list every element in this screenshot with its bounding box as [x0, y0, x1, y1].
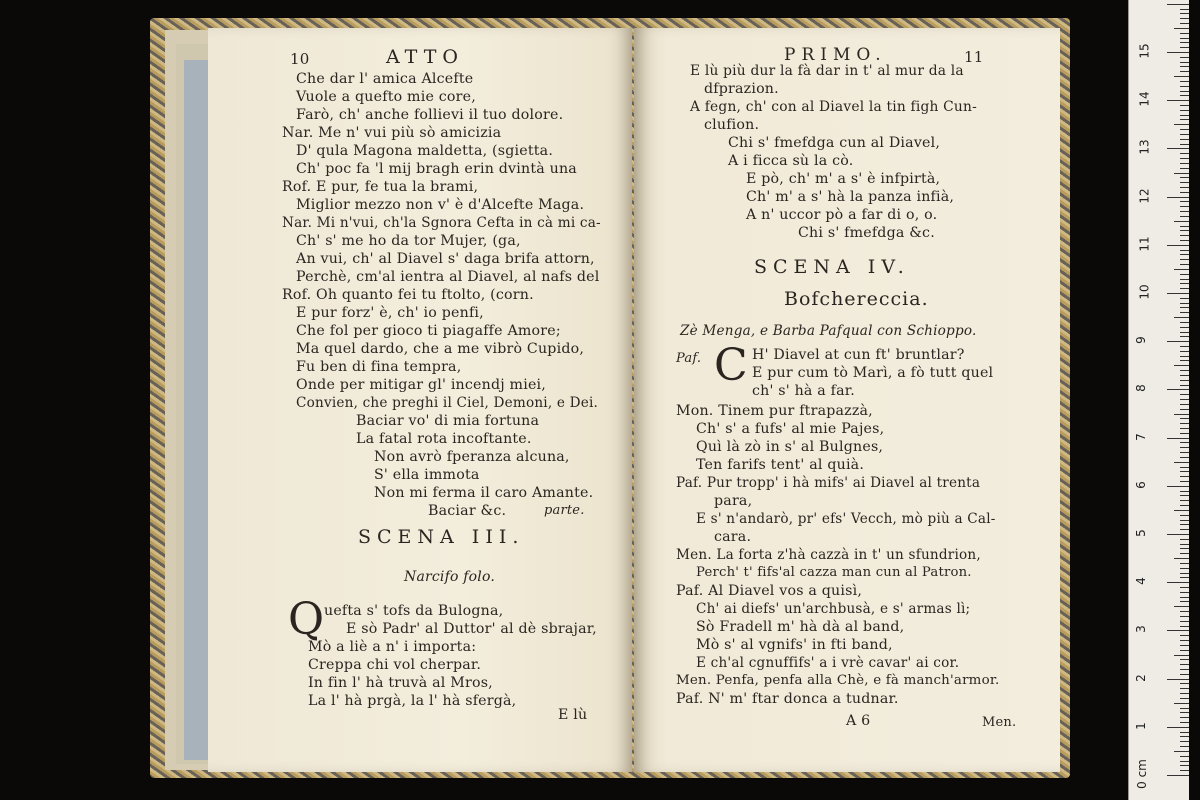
text-line: Ch' s' me ho da tor Mujer, (ga, [296, 233, 521, 249]
drop-cap: C [714, 340, 748, 391]
scene-characters: Narcifo folo. [404, 569, 495, 585]
ruler-label: 10 [1137, 284, 1152, 300]
dialogue-line: E pur cum tò Marì, a fò tutt quel [752, 365, 994, 381]
ruler-tick [1180, 765, 1189, 766]
ruler-tick [1180, 283, 1189, 284]
text-line: Ch' m' a s' hà la panza infià, [746, 189, 955, 205]
ruler-tick [1180, 717, 1189, 718]
ruler-tick [1180, 626, 1189, 627]
ruler-label: 4 [1133, 577, 1148, 586]
ruler-tick [1180, 442, 1189, 443]
text-line: Non mi ferma il caro Amante. [374, 485, 594, 501]
dialogue-line: Ch' ai diefs' un'archbusà, e s' armas lì; [696, 601, 971, 617]
ruler-tick [1180, 577, 1189, 578]
ruler-tick [1180, 616, 1189, 617]
ruler-tick [1180, 81, 1189, 82]
ruler-label: 11 [1137, 236, 1152, 252]
text-line: Perchè, cm'al ientra al Diavel, al nafs del [296, 269, 600, 285]
ruler-tick [1180, 47, 1189, 48]
ruler-tick [1180, 428, 1189, 429]
ruler-tick [1180, 110, 1189, 111]
running-head: ATTO [386, 46, 464, 68]
ruler-label: 5 [1133, 529, 1148, 537]
verse-line: Mò a liè a n' i importa: [308, 639, 477, 655]
ruler-tick [1180, 640, 1189, 641]
ruler-label: 6 [1133, 480, 1148, 489]
ruler-tick [1180, 500, 1189, 501]
ruler-tick [1180, 409, 1189, 410]
ruler-tick [1180, 568, 1189, 569]
ruler-tick [1180, 698, 1189, 699]
ruler-tick [1180, 23, 1189, 24]
dialogue-line: Paf. Al Diavel vos a quisì, [676, 583, 863, 599]
dialogue-line: Perch' t' fifs'al cazza man cun al Patron. [696, 565, 972, 580]
ruler-tick [1180, 761, 1189, 762]
ruler-tick [1167, 4, 1189, 5]
ruler-tick [1174, 606, 1189, 607]
ruler-tick [1180, 404, 1189, 405]
ruler-tick [1180, 33, 1189, 34]
text-line: Baciar vo' di mia fortuna [356, 413, 540, 429]
ruler-tick [1180, 457, 1189, 458]
ruler-tick [1180, 476, 1189, 477]
ruler-label: 8 [1133, 384, 1148, 393]
ruler-tick [1180, 722, 1189, 723]
ruler-tick [1180, 481, 1189, 482]
ruler-tick [1174, 365, 1189, 366]
ruler-tick [1180, 134, 1189, 135]
ruler-tick [1180, 192, 1189, 193]
dialogue-line: Quì là zò in s' al Bulgnes, [696, 439, 884, 455]
ruler-label: 2 [1133, 673, 1148, 682]
ruler-tick [1180, 346, 1189, 347]
text-line: An vui, ch' al Diavel s' daga brifa attorn, [296, 251, 595, 267]
dialogue-line: Mò s' al vgnifs' in fti band, [696, 637, 893, 653]
ruler-tick [1174, 76, 1189, 77]
ruler-tick [1180, 708, 1189, 709]
text-line: Farò, ch' anche follievi il tuo dolore. [296, 107, 564, 123]
ruler-tick [1174, 173, 1189, 174]
ruler-tick [1180, 553, 1189, 554]
ruler-tick [1180, 351, 1189, 352]
dialogue-line: ch' s' hà a far. [752, 383, 855, 399]
ruler-tick [1180, 105, 1189, 106]
ruler-tick [1180, 524, 1189, 525]
text-line: E lù più dur la fà dar in t' al mur da la [690, 63, 964, 79]
ruler-tick [1174, 269, 1189, 270]
ruler-tick [1180, 139, 1189, 140]
text-line: S' ella immota [374, 467, 480, 483]
dialogue-line: E s' n'andarò, pr' efs' Vecch, mò più a Cal- [696, 511, 996, 527]
ruler-tick [1180, 240, 1189, 241]
dialogue-line: para, [714, 493, 753, 509]
ruler-tick [1180, 254, 1189, 255]
dialogue-line: Ch' s' a fufs' al mie Pajes, [696, 421, 885, 437]
ruler-tick [1180, 539, 1189, 540]
page-number: 11 [964, 48, 984, 66]
ruler-tick [1167, 775, 1189, 776]
text-line: La fatal rota incoftante. [356, 431, 532, 447]
ruler-tick [1180, 770, 1189, 771]
dialogue-line: Men. La forta z'hà cazzà in t' un sfundrion, [676, 547, 981, 563]
ruler-tick [1180, 635, 1189, 636]
stage-direction: parte. [544, 503, 585, 518]
text-line: Baciar &c. [428, 503, 507, 519]
ruler-tick [1174, 462, 1189, 463]
ruler-tick [1180, 42, 1189, 43]
dialogue-line: Mon. Tinem pur ftrapazzà, [676, 403, 873, 419]
dialogue-line: E ch'al cgnuffifs' a i vrè cavar' ai cor. [696, 655, 960, 671]
ruler-tick [1167, 727, 1189, 728]
ruler-tick [1167, 52, 1189, 53]
ruler-tick [1180, 259, 1189, 260]
ruler-tick [1180, 144, 1189, 145]
ruler-tick [1180, 515, 1189, 516]
signature-mark: A 6 [846, 713, 871, 729]
running-head: PRIMO. [784, 45, 887, 65]
text-line: Che fol per gioco ti piagaffe Amore; [296, 323, 561, 339]
ruler-tick [1180, 544, 1189, 545]
ruler-tick [1180, 187, 1189, 188]
text-line: Fu ben di fina tempra, [296, 359, 462, 375]
text-line: E pò, ch' m' a s' è infpirtà, [746, 171, 941, 187]
ruler-tick [1180, 182, 1189, 183]
ruler-tick [1180, 592, 1189, 593]
ruler-tick [1167, 197, 1189, 198]
text-line: clufion. [704, 117, 760, 133]
ruler-label: 1 [1133, 721, 1148, 730]
ruler-tick [1167, 100, 1189, 101]
ruler-tick [1167, 293, 1189, 294]
ruler-tick [1180, 669, 1189, 670]
ruler-tick [1180, 264, 1189, 265]
ruler-tick [1180, 71, 1189, 72]
ruler-label: 7 [1133, 432, 1148, 441]
page-number: 10 [290, 50, 310, 68]
ruler-tick [1180, 650, 1189, 651]
ruler-tick [1180, 332, 1189, 333]
ruler-tick [1180, 452, 1189, 453]
ruler-tick [1174, 751, 1189, 752]
ruler-label: 0 cm [1134, 759, 1149, 789]
scene-setting: Bofchereccia. [784, 288, 929, 310]
dialogue-line: Paf. N' m' ftar donca a tudnar. [676, 691, 899, 707]
text-line: Chi s' fmefdga &c. [798, 225, 935, 241]
verse-line: Creppa chi vol cherpar. [308, 657, 482, 673]
ruler-tick [1174, 124, 1189, 125]
text-line: Ch' poc fa 'l mij bragh erin dvintà una [296, 161, 577, 177]
text-line: dfprazion. [704, 81, 779, 97]
left-page [208, 28, 632, 772]
verse-line: In fin l' hà truvà al Mros, [308, 675, 493, 691]
verse-line: uefta s' tofs da Bulogna, [324, 603, 504, 619]
ruler-tick [1167, 534, 1189, 535]
ruler-tick [1180, 529, 1189, 530]
ruler-tick [1167, 486, 1189, 487]
ruler-tick [1167, 438, 1189, 439]
text-line: Nar. Mi n'vui, ch'la Sgnora Cefta in cà mi ca- [282, 215, 601, 231]
text-line: A i ficca sù la cò. [728, 153, 854, 169]
ruler-tick [1180, 587, 1189, 588]
ruler-tick [1180, 447, 1189, 448]
ruler-tick [1180, 674, 1189, 675]
ruler-tick [1167, 245, 1189, 246]
text-line: Convien, che preghi il Ciel, Demoni, e Dei. [296, 395, 599, 411]
ruler-tick [1180, 601, 1189, 602]
ruler-tick [1180, 399, 1189, 400]
ruler-tick [1180, 495, 1189, 496]
ruler-label: 14 [1137, 91, 1152, 107]
ruler-tick [1167, 341, 1189, 342]
ruler-tick [1180, 356, 1189, 357]
ruler-tick [1174, 510, 1189, 511]
ruler-tick [1180, 158, 1189, 159]
ruler-tick [1180, 611, 1189, 612]
text-line: Nar. Me n' vui più sò amicizia [282, 125, 502, 141]
ruler-tick [1180, 423, 1189, 424]
ruler-tick [1180, 86, 1189, 87]
ruler-tick [1180, 505, 1189, 506]
ruler-tick [1180, 756, 1189, 757]
ruler-tick [1167, 630, 1189, 631]
ruler-tick [1167, 582, 1189, 583]
ruler-tick [1180, 645, 1189, 646]
scene-heading: SCENA IV. [754, 256, 910, 278]
ruler-tick [1180, 312, 1189, 313]
ruler-tick [1180, 298, 1189, 299]
ruler-tick [1180, 153, 1189, 154]
ruler-tick [1180, 327, 1189, 328]
ruler-tick [1180, 712, 1189, 713]
ruler-tick [1174, 414, 1189, 415]
ruler-tick [1180, 418, 1189, 419]
ruler-tick [1180, 57, 1189, 58]
text-line: Rof. E pur, fe tua la brami, [282, 179, 479, 195]
text-line: A n' uccor pò a far di o, o. [746, 207, 938, 223]
ruler-tick [1180, 370, 1189, 371]
ruler-tick [1167, 679, 1189, 680]
ruler-tick [1180, 360, 1189, 361]
ruler-tick [1180, 307, 1189, 308]
ruler-tick [1180, 683, 1189, 684]
dialogue-line: H' Diavel at cun ft' bruntlar? [752, 347, 965, 363]
ruler-tick [1180, 520, 1189, 521]
ruler-tick [1180, 746, 1189, 747]
ruler-tick [1180, 303, 1189, 304]
ruler-tick [1180, 91, 1189, 92]
ruler-tick [1180, 471, 1189, 472]
ruler-tick [1180, 693, 1189, 694]
ruler-tick [1180, 119, 1189, 120]
text-line: Vuole a quefto mie core, [296, 89, 476, 105]
ruler-tick [1180, 491, 1189, 492]
ruler-tick [1180, 664, 1189, 665]
ruler-label: 12 [1137, 187, 1152, 204]
verse-line: La l' hà prgà, la l' hà sfergà, [308, 693, 517, 709]
ruler-tick [1180, 115, 1189, 116]
ruler-tick [1180, 95, 1189, 96]
ruler-tick [1180, 659, 1189, 660]
catchword: Men. [982, 715, 1017, 730]
ruler-tick [1180, 597, 1189, 598]
dialogue-line: Paf. Pur tropp' i hà mifs' ai Diavel al trenta [676, 475, 981, 491]
text-line: Che dar l' amica Alcefte [296, 71, 474, 87]
ruler-tick [1180, 168, 1189, 169]
ruler-tick [1180, 732, 1189, 733]
text-line: Rof. Oh quanto fei tu ftolto, (corn. [282, 287, 534, 303]
ruler-tick [1180, 467, 1189, 468]
ruler-tick [1180, 548, 1189, 549]
ruler-tick [1180, 250, 1189, 251]
ruler-label: 15 [1137, 43, 1152, 59]
ruler-tick [1180, 433, 1189, 434]
dialogue-line: Men. Penfa, penfa alla Chè, e fà manch'armor. [676, 673, 1000, 688]
ruler-tick [1180, 621, 1189, 622]
ruler-tick [1180, 741, 1189, 742]
speaker-label: Paf. [676, 351, 702, 366]
text-line: D' qula Magona maldetta, (sgietta. [296, 143, 554, 159]
ruler-tick [1180, 230, 1189, 231]
ruler-label: 3 [1133, 625, 1148, 634]
ruler-tick [1180, 288, 1189, 289]
ruler-tick [1180, 235, 1189, 236]
ruler-tick [1180, 177, 1189, 178]
ruler-label: 13 [1137, 139, 1152, 156]
ruler-tick [1180, 380, 1189, 381]
ruler-tick [1174, 703, 1189, 704]
catchword: E lù [558, 707, 588, 723]
ruler-tick [1180, 13, 1189, 14]
verse-line: E sò Padr' al Duttor' al dè sbrajar, [346, 621, 597, 637]
ruler-tick [1180, 201, 1189, 202]
ruler-tick [1180, 688, 1189, 689]
ruler-tick [1180, 66, 1189, 67]
ruler-tick [1174, 558, 1189, 559]
ruler-tick [1180, 163, 1189, 164]
text-line: Ma quel dardo, che a me vibrò Cupido, [296, 341, 585, 357]
drop-cap: Q [288, 594, 325, 645]
ruler-tick [1180, 216, 1189, 217]
dialogue-line: Sò Fradell m' hà dà al band, [696, 619, 905, 635]
ruler-tick [1180, 279, 1189, 280]
ruler-tick [1174, 655, 1189, 656]
text-line: E pur forz' è, ch' io penfi, [296, 305, 484, 321]
measurement-ruler [1128, 0, 1189, 800]
text-line: A fegn, ch' con al Diavel la tin figh Cun- [690, 99, 977, 115]
ruler-tick [1180, 563, 1189, 564]
scene-characters: Zè Menga, e Barba Pafqual con Schioppo. [680, 323, 977, 339]
ruler-tick [1174, 28, 1189, 29]
ruler-tick [1180, 375, 1189, 376]
ruler-tick [1180, 385, 1189, 386]
ruler-label: 9 [1133, 336, 1148, 345]
ruler-tick [1180, 394, 1189, 395]
dialogue-line: Ten farifs tent' al quià. [696, 457, 865, 473]
ruler-tick [1174, 317, 1189, 318]
ruler-tick [1180, 226, 1189, 227]
ruler-tick [1180, 274, 1189, 275]
ruler-tick [1167, 148, 1189, 149]
ruler-tick [1180, 211, 1189, 212]
text-line: Non avrò fperanza alcuna, [374, 449, 570, 465]
ruler-tick [1180, 336, 1189, 337]
dialogue-line: cara. [714, 529, 752, 545]
text-line: Onde per mitigar gl' incendj miei, [296, 377, 546, 393]
ruler-tick [1180, 38, 1189, 39]
ruler-tick [1180, 206, 1189, 207]
ruler-tick [1180, 62, 1189, 63]
text-line: Chi s' fmefdga cun al Diavel, [728, 135, 941, 151]
text-line: Miglior mezzo non v' è d'Alcefte Maga. [296, 197, 585, 213]
ruler-tick [1180, 736, 1189, 737]
scene-heading: SCENA III. [358, 526, 525, 548]
ruler-tick [1180, 573, 1189, 574]
ruler-tick [1180, 9, 1189, 10]
ruler-tick [1180, 18, 1189, 19]
ruler-tick [1180, 129, 1189, 130]
ruler-tick [1167, 389, 1189, 390]
ruler-tick [1180, 322, 1189, 323]
ruler-tick [1174, 221, 1189, 222]
right-page [634, 28, 1060, 772]
